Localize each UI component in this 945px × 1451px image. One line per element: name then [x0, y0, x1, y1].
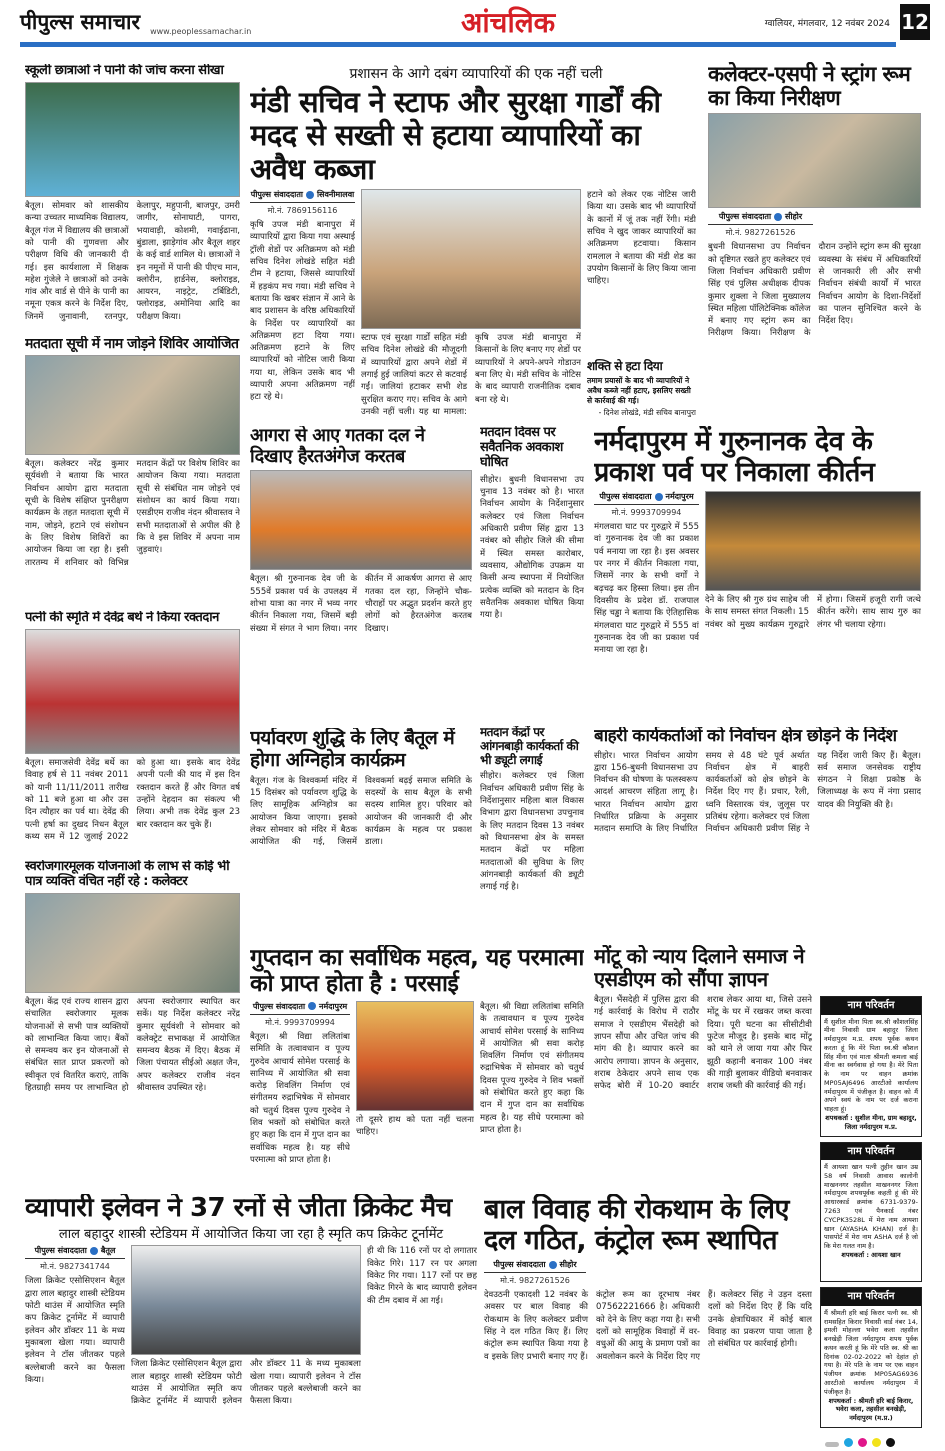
body-montu: बैतूल। भैंसदेही में पुलिस द्वारा की गई कार्रवाई के विरोध में राठौर समाज ने एसडीएम भैंसदेही को ज्ञापन सौंपा और उचित जांच की मांग की है। व्यापार करने का आरोप लगाया। ज्ञापन के अनुसार, शराब ठेकेदार अपने साथ एक सफेद बोरी में 10-20 क्वार्टर शराब लेकर आया था, जिसे उसने मोंटू के घर में रखकर जब्त करवा दिया। पूरी घटना का सीसीटीवी फुटेज मौजूद है। इसके बाद मोंटू को थाने ले जाया गया और फिर झूठी कहानी बनाकर 100 नंबर की गाड़ी बुलाकर वीडियो बनवाकर शराब जब्ती की कार्रवाई की गई।	[594, 995, 812, 1092]
article-strong-room	[708, 62, 921, 418]
byline-phone: मो.नं. 7869156116	[267, 206, 338, 216]
headline-voter: मतदाता सूची में नाम जोड़ने शिविर आयोजित	[25, 336, 239, 352]
body-water: बैतूल। सोमवार को शासकीय कन्या उच्चतर माध्यमिक विद्यालय, बैतूल गंज में विद्यालय की छात्राओं को पानी की गुणवत्ता और परीक्षण विधि की जानकारी दी गई। इस कार्यशाला में शिक्षक महेश गुंजेले ने छात्राओं को उनके गांव और वार्ड से पीने के पानी का नमूना एकत्र करने के निर्देश दिए, जिनमें जुनावानी, रतनपुर, केलापुर, महुपानी, बाजपुर, उमरी जागीर, सोनाघाटी, पागरा, भयावाड़ी, कोशमी, गवाईढाना, बुंडाला, झाड़ेगांव और बैतूल शहर के कई वार्ड शामिल थे। छात्राओं ने इन नमूनों में पानी की पीएच मान, क्लोरीन, हार्डनेस, क्लोराइड, आयरन, नाइट्रेट, टर्बिडिटी, फ्लोराइड, अमोनिया आदि का परीक्षण किया।	[25, 200, 240, 322]
headline-donation: गुप्तदान का सर्वाधिक महत्व, यह परमात्मा को प्राप्त होता है : परसाई	[250, 945, 584, 998]
byline-place: नर्मदापुरम	[319, 1001, 348, 1011]
headline-anganwadi: मतदान केंद्रों पर आंगनबाड़ी कार्यकर्ता की भी ड्यूटी लगाई	[480, 726, 579, 767]
byline-place: नर्मदापुरम	[665, 492, 694, 502]
headline-montu: मोंटू को न्याय दिलाने समाज ने एसडीएम को सौंपा ज्ञापन	[594, 945, 805, 991]
masthead-logo[interactable]: पीपुल्स समाचार	[20, 10, 141, 34]
headline-strong-room: कलेक्टर-एसपी ने स्ट्रांग रूम का किया निरीक्षण	[708, 62, 911, 111]
article-havan	[250, 728, 472, 940]
notice-name-change-3	[820, 1287, 922, 1428]
body-nanak: मंगलवारा घाट पर गुरुद्वारे में 555 वां गुरुनानक देव जी का प्रकाश पर्व मनाया जा रहा है। इस अवसर पर नगर में कीर्तन निकाला गया, जिसमें नगर के सभी वर्गों ने बढ़चढ़ कर हिस्सा लिया। इस तीन दिवसीय के प्रदेश डॉ. राजपाल सिंह चड्ढा ने बताया कि ऐतिहासिक मंगलवारा घाट गुरुद्वारे में 555 वां गुरुनानक देव जी का प्रकाश पर्व मनाया जा रहा है।	[594, 522, 699, 656]
dot-icon	[308, 1002, 316, 1010]
article-gatka	[250, 426, 472, 722]
byline-phone: मो.नं. 9993709994	[265, 1017, 335, 1027]
byline-place: सीहोर	[559, 1260, 577, 1270]
header-rule	[20, 42, 896, 47]
article-child-marriage	[484, 1194, 812, 1438]
byline-child-marriage	[484, 1259, 586, 1286]
quote-text: तमाम प्रयासों के बाद भी व्यापारियों ने अवैध कब्जे नहीं हटाए, इसलिए सख्ती से कार्रवाई की गई।	[587, 375, 691, 405]
notice-sign: शपथकर्ता : श्रीमती हरि बाई किरार, भवेरा कला, तहसील बनखेड़ी, नर्मदापुरम (म.प्र.)	[828, 1396, 914, 1423]
headline-mandi: मंडी सचिव ने स्टाफ और सुरक्षा गार्डों की मदद से सख्ती से हटाया व्यापारियों का अवैध कब्जा	[250, 85, 661, 186]
section-title: आंचलिक	[461, 6, 556, 39]
byline-name: पीपुल्स संवाददाता	[493, 1260, 546, 1270]
byline-name: पीपुल्स संवाददाता	[250, 190, 303, 200]
body-cricket: जिला क्रिकेट एसोसिएशन बैतूल द्वारा लाल बहादुर शास्त्री स्टेडियम फोटी थाउंस में आयोजित स्मृति कप क्रिकेट टूर्नामेंट में व्यापारी इलेवन और डॉक्टर 11 के मध्य मुकाबला खेला गया। व्यापारी इलेवन ने टॉस जीतकर पहले बल्लेबाजी करने का फैसला किया।	[25, 1276, 125, 1385]
notice-title: नाम परिवर्तन	[821, 997, 921, 1015]
page-number: 12	[900, 4, 930, 40]
article-outsiders	[594, 727, 921, 940]
article-cricket	[25, 1194, 477, 1438]
photo-strong-room	[708, 113, 921, 208]
body-strong: बुधनी विधानसभा उप निर्वाचन को दृष्टिगत रखते हुए कलेक्टर एवं जिला निर्वाचन अधिकारी प्रवीण सिंह एवं पुलिस अधीक्षक दीपक कुमार शुक्ला ने जिला मुख्यालय स्थित महिला पॉलिटेक्निक कॉलेज में बनाए गए स्ट्रांग रूम का निरीक्षण किया। निरीक्षण के दौरान उन्होंने स्ट्रांग रूम की सुरक्षा व्यवस्था के संबंध में अधिकारियों से जानकारी ली और सभी निर्वाचन संबंधी कार्यों में भारत निर्वाचन आयोग के दिशा-निर्देशों का पालन सुनिश्चित करने के निर्देश दिए।	[708, 242, 921, 339]
body-nanak-2: देने के लिए श्री गुरु ग्रंथ साहेब जी के साथ समस्त संगत निकली। 15 नवंबर को मुख्य कार्यक्रम गुरुद्वारे में होगा। जिसमें हजूरी रागी जत्थे कीर्तन करेंगे। साथ साथ गुरु का लंगर भी चलाया रहेगा।	[705, 595, 921, 630]
photo-gatka	[250, 470, 472, 570]
byline-place: बैतूल	[100, 1246, 116, 1256]
notice-sign: शपथकर्ता : सुशील मीना, ग्राम बहादुर, जिला नर्मदापुरम म.प्र.	[825, 1113, 917, 1131]
body-donation: बैतूल। श्री विद्या ललितांबा समिति के तत्वावधान व पूज्य गुरुदेव आचार्य सोमेश परसाई के सानिध्य में आयोजित श्री सवा करोड़ शिवलिंग निर्माण एवं संगीतमय रुद्राभिषेक में सोमवार को चतुर्थ दिवस पूज्य गुरुदेव ने शिव भक्तों को संबोधित करते हुए कहा कि दान में गुप्त दान का सर्वाधिक महत्व है। यह सीधे परमात्मा को प्राप्त होता है।	[250, 1031, 350, 1165]
article-selfemp	[25, 860, 240, 1190]
headline-havan: पर्यावरण शुद्धि के लिए बैतूल में होगा अग्निहोत्र कार्यक्रम	[250, 728, 455, 771]
body-mandi: कृषि उपज मंडी बानापुरा में व्यापारियों द्वारा किया गया अस्थाई ट्रॉली शेडों पर अतिक्रमण को मंडी सचिव दिनेश लोखंडे सहित मंडी टीम ने हटाया, जिससे व्यापारियों में हड़कंप मच गया। मंडी सचिव ने बताया कि खबर संज्ञान में आने के बाद प्रशासन के वरिष्ठ अधिकारियों के निर्देश पर व्यापारियों का अतिक्रमण हटा दिया गया। अतिक्रमण हटाने के लिए व्यापारियों को नोटिस जारी किया गया था, लेकिन उसके बाद भी व्यापारी अपना अतिक्रमण नहीं हटा रहे थे।	[250, 220, 355, 403]
headline-cricket: व्यापारी इलेवन ने 37 रनों से जीता क्रिकेट मैच	[25, 1194, 452, 1223]
website-url[interactable]: www.peoplessamachar.in	[150, 27, 252, 36]
photo-voter-camp	[25, 355, 240, 455]
subhead-cricket: लाल बहादुर शास्त्री स्टेडियम में आयोजित किया जा रहा है स्मृति कप क्रिकेट टूर्नामेंट	[58, 1226, 444, 1242]
body-mandi-2: स्टाफ एवं सुरक्षा गार्डों सहित मंडी सचिव दिनेश लोखंडे की मौजूदगी में व्यापारियों द्वारा अपने शेडों में लगाई हुई जालियां कटर से कटवाई गईं। जालियां हटाकर सभी शेड सुरक्षित कराए गए। सचिव के आगे उनकी नहीं चली। यह था मामला: कृषि उपज मंडी बानापुरा में किसानों के लिए बनाए गए शेडों पर व्यापारियों ने अपने-अपने गोडाउन बना लिए थे। मंडी सचिव के नोटिस के बाद व्यापारी राजनीतिक दबाव बना रहे थे।	[361, 333, 581, 417]
body-outsiders: सीहोर। भारत निर्वाचन आयोग द्वारा 156-बुधनी विधानसभा उप निर्वाचन की घोषणा के फलस्वरूप आदर्श आचरण संहिता लागू है। भारत निर्वाचन आयोग द्वारा निर्धारित प्रक्रिया के अनुसार मतदान समाप्ति के लिए निर्धारित समय से 48 घंटे पूर्व अर्थात निर्वाचन क्षेत्र में बाहरी कार्यकर्ताओं को क्षेत्र छोड़ने के निर्देश दिए गए हैं। प्रचार, रैली, ध्वनि विस्तारक यंत्र, जुलूस पर प्रतिबंध रहेगा। कलेक्टर एवं जिला निर्वाचन अधिकारी प्रवीण सिंह ने यह निर्देश जारी किए हैं। बैतूल। सर्व समाज जनसेवक राष्ट्रीय संगठन ने शिक्षा प्रकोष्ठ के जिलाध्यक्ष के रूप में नंगा प्रसाद यादव की नियुक्ति की है।	[594, 750, 921, 835]
body-anganwadi: सीहोर। कलेक्टर एवं जिला निर्वाचन अधिकारी प्रवीण सिंह के निर्देशानुसार महिला बाल विकास विभाग द्वारा विधानसभा उपचुनाव के लिए मतदान दिवस 13 नवंबर को विधानसभा क्षेत्र के समस्त मतदान केंद्रों पर महिला मतदाताओं की सुविधा के लिए आंगनबाड़ी कार्यकर्ता की ड्यूटी लगाई गई है।	[480, 771, 584, 893]
photo-meeting	[25, 893, 240, 993]
body-mandi-3: हटाने को लेकर एक नोटिस जारी किया था। उसके बाद भी व्यापारियों के कानों में जूं तक नहीं रेंगी। मंडी सचिव ने खुद जाकर व्यापारियों का अतिक्रमण हटवाया। किसान रामलाल ने बताया की मंडी शेड का उपयोग किसानों के लिए किया जाना चाहिए।	[587, 190, 696, 287]
byline-name: पीपुल्स संवाददाता	[599, 492, 652, 502]
body-cricket-3: जिला क्रिकेट एसोसिएशन बैतूल द्वारा लाल बहादुर शास्त्री स्टेडियम फोटी थाउंस में आयोजित स्मृति कप क्रिकेट टूर्नामेंट में व्यापारी इलेवन और डॉक्टर 11 के मध्य मुकाबला खेला गया। व्यापारी इलेवन ने टॉस जीतकर पहले बल्लेबाजी करने का फैसला किया।	[131, 1359, 361, 1407]
byline-cricket	[25, 1245, 125, 1272]
article-anganwadi	[480, 726, 584, 940]
photo-kirtan	[705, 491, 921, 591]
body-holiday: सीहोर। बुधनी विधानसभा उप चुनाव 13 नवंबर को है। भारत निर्वाचन आयोग के निर्देशानुसार कलेक्टर एवं जिला निर्वाचन अधिकारी प्रवीण सिंह द्वारा 13 नवंबर को सीहोर जिले की सीमा में स्थित समस्त कारोबार, व्यवसाय, औद्योगिक उपक्रम या किसी अन्य स्थापना में नियोजित प्रत्येक व्यक्ति को मतदान के दिन सवैतनिक अवकाश घोषित किया गया है।	[480, 474, 584, 621]
article-mandi	[250, 64, 702, 418]
article-montu	[594, 945, 812, 1190]
article-blood	[25, 611, 240, 857]
byline-phone: मो.नं. 9827261526	[500, 1276, 570, 1286]
photo-parsai	[356, 1001, 474, 1111]
dot-icon	[655, 493, 663, 501]
quote-title: शक्ति से हटा दिया	[587, 358, 663, 373]
kicker-mandi: प्रशासन के आगे दबंग व्यापारियों की एक नहीं चली	[349, 66, 603, 82]
notice-name-change-2	[820, 1142, 922, 1283]
body-voter: बैतूल। कलेक्टर नरेंद्र कुमार सूर्यवंशी ने बताया कि भारत निर्वाचन आयोग द्वारा मतदाता सूची के विशेष संक्षिप्त पुनरीक्षण कार्यक्रम के तहत मतदाता सूची में नाम, जोड़ने, हटाने एवं संशोधन के लिए विशेष शिविरों का आयोजन किया जा रहा है। इसी तारतम्य में शनिवार को विभिन्न मतदान केंद्रों पर विशेष शिविर का आयोजन किया गया। मतदाता सूची से संबंधित नाम जोड़ने एवं संशोधन का कार्य किया गया। एसडीएम राजीव नंदन श्रीवास्तव ने सभी मतदाताओं से अपील की है कि वे इस शिविर में अपना नाम जुड़वाएं।	[25, 459, 240, 568]
article-water	[25, 64, 240, 332]
headline-outsiders: बाहरी कार्यकर्ताओं को निर्वाचन क्षेत्र छोड़ने के निर्देश	[594, 727, 897, 746]
notice-body: मैं आयशा खान पत्नी तुहीन खान उम्र 58 वर्ष निवासी आवास कालोनी माखननगर तहसील माखननगर जिला नर्मदापुरम शपथपूर्वक कहती हूं की मेरे आधारकार्ड क्रमांक 6731-9379-7263 एवं पैनकार्ड नंबर CYCPK3528L में मेरा नाम आयशा खान (AYASHA KHAN) दर्ज है। पासपोर्ट में मेरा नाम ASHA दर्ज है जो कि मेरा गलत नाम है।	[824, 1163, 918, 1251]
article-voter	[25, 336, 240, 608]
headline-blood: पत्नी की स्मृति में देवेंद्र बर्थे ने किया रक्तदान	[25, 611, 219, 625]
notices-column	[820, 996, 922, 1428]
photo-cricket-team	[131, 1245, 361, 1355]
photo-students	[25, 82, 240, 197]
masthead	[20, 4, 930, 40]
notice-title: नाम परिवर्तन	[821, 1288, 921, 1306]
byline-name: पीपुल्स संवाददाता	[252, 1001, 306, 1011]
byline-name: पीपुल्स संवाददाता	[718, 212, 772, 222]
article-nanak	[594, 426, 921, 722]
byline-strong	[708, 211, 813, 238]
color-registration-marks	[825, 1432, 920, 1442]
dot-icon	[306, 191, 314, 199]
dot-icon	[549, 1261, 557, 1269]
article-donation	[250, 945, 584, 1190]
body-gatka: बैतूल। श्री गुरुनानक देव जी के 555वें प्रकाश पर्व के उपलक्ष्य में शोभा यात्रा का नगर में भव्य नगर कीर्तन निकाला गया, जिसमें बड़ी संख्या में संगत ने भाग लिया। नगर कीर्तन में आकर्षण आगरा से आए गतका दल रहा, जिन्होंने चौक-चौराहों पर अद्भुत प्रदर्शन करते हुए लोगों को हैरतअंगेज करतब दिखाए।	[250, 574, 472, 634]
body-cricket-2: ही थी कि 116 रनों पर दो लगातार विकेट गिरे। 117 रन पर अगला विकेट गिर गया। 117 रनों पर छह विकेट गिरने के बाद व्यापारी इलेवन की टीम दबाव में आ गई।	[367, 1246, 477, 1306]
headline-nanak: नर्मदापुरम में गुरुनानक देव के प्रकाश पर्व पर निकाला कीर्तन	[594, 426, 875, 489]
quote-box	[587, 360, 696, 418]
headline-selfemp: स्वरोजगारमूलक योजनाओं के लाभ से कोई भी पात्र व्यक्ति वंचित नहीं रहे : कलेक्टर	[25, 860, 230, 889]
byline-phone: मो.नं. 9993709994	[611, 508, 682, 518]
byline-phone: मो.नं. 9827341744	[40, 1262, 110, 1272]
body-selfemp: बैतूल। केंद्र एवं राज्य शासन द्वारा संचालित स्वरोजगार मूलक योजनाओं से सभी पात्र व्यक्तियों को लाभान्वित किया जाए। बैंकों से समन्वय कर इन योजनाओं से संबंधित सात प्राप्त प्रकरणों को स्वीकृत एवं वितरित कराएं, ताकि हितग्राही समय पर लाभान्वित हो अपना स्वरोजगार स्थापित कर सकें। यह निर्देश कलेक्टर नरेंद्र कुमार सूर्यवंशी ने सोमवार को कलेक्ट्रेट सभाकक्ष में आयोजित समन्वय बैठक में दिए। बैठक में जिला पंचायत सीईओ अक्षत जैन, अपर कलेक्टर राजीव नंदन श्रीवास्तव उपस्थित रहे।	[25, 996, 240, 1094]
body-child-marriage: देवउठनी एकादशी 12 नवंबर के अवसर पर बाल विवाह की रोकथाम के लिए कलेक्टर प्रवीण सिंह ने दल गठित किए हैं। लिए कंट्रोल रूम स्थापित किया गया है व इसके लिए प्रभारी बनाए गए हैं। कंट्रोल रूम का दूरभाष नंबर 07562221666 है। अधिकारी को देने के लिए कहा गया है। सभी दलों को सामूहिक विवाहों में वर-वधुओं की आयु के प्रमाण पत्रों का अवलोकन करने के निर्देश दिए गए हैं। कलेक्टर सिंह ने उड़न दस्ता दलों को निर्देश दिए हैं कि यदि उनके क्षेत्राधिकार में कोई बाल विवाह का प्रकरण पाया जाता है तो संबंधित पर कार्रवाई होगी।	[484, 1290, 812, 1362]
body-donation-2: बैतूल। श्री विद्या ललितांबा समिति के तत्वावधान व पूज्य गुरुदेव आचार्य सोमेश परसाई के सानिध्य में आयोजित श्री सवा करोड़ शिवलिंग निर्माण एवं संगीतमय रुद्राभिषेक में सोमवार को चतुर्थ दिवस पूज्य गुरुदेव ने शिव भक्तों को संबोधित करते हुए कहा कि दान में गुप्त दान का सर्वाधिक महत्व है। यह सीधे परमात्मा को प्राप्त होता है।	[480, 1001, 584, 1135]
dateline: ग्वालियर, मंगलवार, 12 नवंबर 2024	[764, 18, 890, 29]
byline-name: पीपुल्स संवाददाता	[34, 1246, 87, 1256]
byline-place: सीहोर	[785, 212, 803, 222]
headline-holiday: मतदान दिवस पर सवैतनिक अवकाश घोषित	[480, 426, 563, 470]
body-havan: बैतूल। गंज के विश्वकर्मा मंदिर में 15 दिसंबर को पर्यावरण शुद्धि के लिए सामूहिक अग्निहोत्र का आयोजन किया जाएगा। इसको लेकर सोमवार को मंदिर में बैठक आयोजित की गई, जिसमें विश्वकर्मा बढ़ई समाज समिति के सदस्यों के साथ बैतूल के सभी सदस्य शामिल हुए। परिवार को आयोजन की जानकारी दी और कार्यक्रम के महत्व पर प्रकाश डाला।	[250, 775, 472, 848]
byline-nanak	[594, 491, 699, 518]
headline-gatka: आगरा से आए गतका दल ने दिखाए हैरतअंगेज करतब	[250, 426, 425, 467]
photo-encroachment	[361, 189, 581, 329]
dot-icon	[774, 213, 782, 221]
caption-donation: तो दूसरे हाथ को पता नहीं चलना चाहिए।	[356, 1114, 474, 1138]
article-holiday	[480, 426, 584, 722]
quote-sign: - दिनेश लोखंडे, मंडी सचिव बानापुरा	[598, 408, 696, 417]
headline-water: स्कूली छात्राओं ने पानी की जांच करना सीखा	[25, 64, 224, 78]
headline-child-marriage: बाल विवाह की रोकथाम के लिए दल गठित, कंट्रोल रूम स्थापित	[484, 1194, 789, 1257]
dot-icon	[90, 1247, 98, 1255]
notice-body: मैं सुशील मीना पिता स्व.श्री कौशलसिंह मीना निवासी ग्राम बहादुर जिला नर्मदापुरम म.प्र. शपथ पूर्वक कथन करता हूं कि मेरे पिता स्व.श्री कौशल सिंह मीना एवं माता श्रीमती कमला बाई मीना का स्वर्गवास हो गया है। मेरे पिता के नाम पर वाहन क्रमांक MP05AJ6496 आरटीओ कार्यालय नर्मदापुरम में पंजीकृत है। वाहन को मैं अपने स्वयं के नाम पर दर्ज कराना चाहता हूं।	[824, 1017, 918, 1114]
notice-name-change-1	[820, 996, 922, 1137]
notice-sign: शपथकर्ता : आयशा खान	[841, 1250, 901, 1259]
byline-place: सिवनीमालवा	[316, 190, 355, 200]
photo-blood-donation	[25, 629, 240, 754]
byline-donation	[250, 1001, 350, 1028]
notice-body: मैं श्रीमती हरि बाई किरार पत्नी स्व. श्री रामसहित किरार निवासी वार्ड नंबर 14, इमली मोहल्ला भवेरा कला तहसील बनखेड़ी जिला नर्मदापुरम शपथ पूर्वक कथन करती हूं कि मेरे पति स्व. श्री का दिनांक 02-02-2022 को देहांत हो गया है। मेरे पति के नाम पर एक वाहन पंजीयन क्रमांक MP05AG6936 आरटीओ कार्यालय नर्मदापुरम में पंजीकृत है।	[824, 1308, 918, 1396]
body-blood: बैतूल। समाजसेवी देवेंद्र बर्थे का विवाह हर्ष से 11 नवंबर 2011 को यानी 11/11/2011 तारीख को 11 बजे हुआ था और उस दिन त्यौहार का पर्व था। देवेंद्र की पत्नी हर्षा का दुखद निधन बैतूल कथ्य सम में 12 जुलाई 2022 को हुआ था। इसके बाद देवेंद्र अपनी पत्नी की याद में इस दिन रक्तदान करते हैं और विगत वर्ष उन्होंने देहदान का संकल्प भी लिया। अभी तक देवेंद्र कुल 23 बार रक्तदान कर चुके हैं।	[25, 757, 240, 842]
byline-phone: मो.नं. 9827261526	[725, 228, 796, 238]
byline-mandi	[250, 189, 355, 216]
notice-title: नाम परिवर्तन	[821, 1143, 921, 1161]
